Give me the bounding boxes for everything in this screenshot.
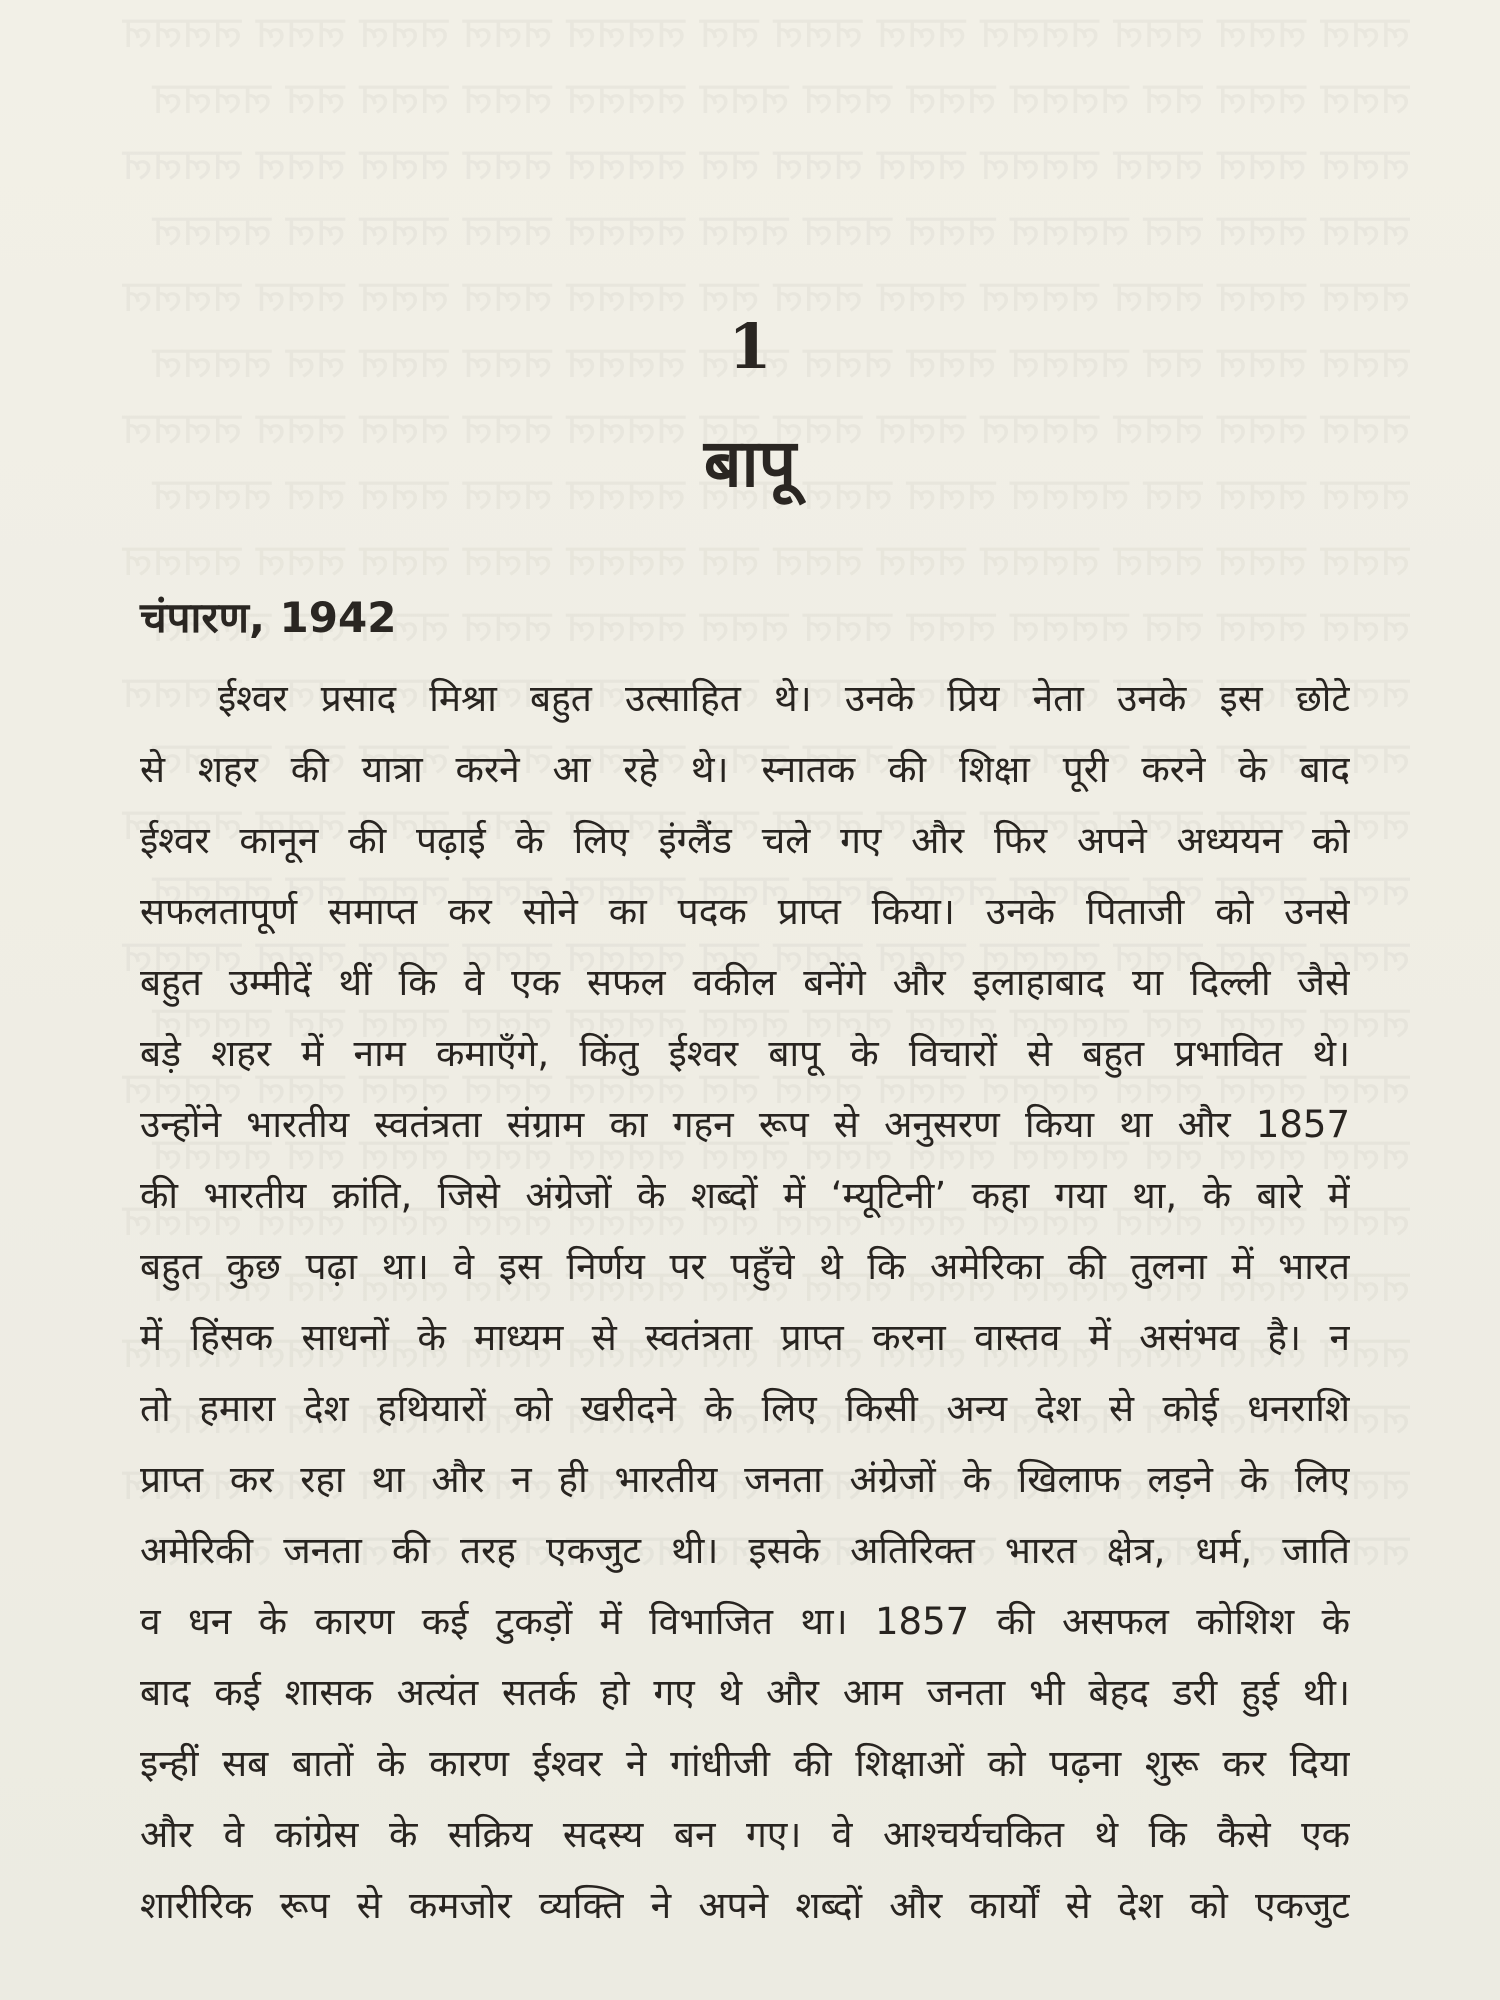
body-line: अमेरिकी जनता की तरह एकजुट थी। इसके अतिरिक्त भारत क्षेत्र, धर्म, जाति [140, 1529, 1350, 1572]
body-line: शारीरिक रूप से कमजोर व्यक्ति ने अपने शब्दों और कार्यों से देश को एकजुट [140, 1884, 1350, 1927]
chapter-title: बापू [703, 425, 797, 502]
body-line: सफलतापूर्ण समाप्त कर सोने का पदक प्राप्त किया। उनके पिताजी को उनसे [140, 890, 1350, 933]
body-line: व धन के कारण कई टुकड़ों में विभाजित था। 1857 की असफल कोशिश के [140, 1600, 1350, 1643]
body-line: और वे कांग्रेस के सक्रिय सदस्य बन गए। वे आश्चर्यचकित थे कि कैसे एक [140, 1813, 1350, 1856]
body-line: प्राप्त कर रहा था और न ही भारतीय जनता अंग्रेजों के खिलाफ लड़ने के लिए [140, 1458, 1350, 1501]
body-line: बहुत कुछ पढ़ा था। वे इस निर्णय पर पहुँचे थे कि अमेरिका की तुलना में भारत [140, 1245, 1350, 1288]
body-line: इन्हीं सब बातों के कारण ईश्वर ने गांधीजी की शिक्षाओं को पढ़ना शुरू कर दिया [140, 1742, 1350, 1785]
section-heading: चंपारण, 1942 [140, 593, 397, 642]
body-line: की भारतीय क्रांति, जिसे अंग्रेजों के शब्दों में ‘म्यूटिनी’ कहा गया था, के बारे में [140, 1174, 1350, 1217]
body-line: से शहर की यात्रा करने आ रहे थे। स्नातक की शिक्षा पूरी करने के बाद [140, 748, 1350, 791]
body-line: ईश्वर प्रसाद मिश्रा बहुत उत्साहित थे। उनके प्रिय नेता उनके इस छोटे [218, 677, 1350, 720]
chapter-number: 1 [728, 310, 772, 383]
body-line: तो हमारा देश हथियारों को खरीदने के लिए किसी अन्य देश से कोई धनराशि [140, 1387, 1350, 1430]
body-paragraph [140, 663, 1350, 1941]
body-line: उन्होंने भारतीय स्वतंत्रता संग्राम का गहन रूप से अनुसरण किया था और 1857 [140, 1103, 1350, 1146]
body-line: ईश्वर कानून की पढ़ाई के लिए इंग्लैंड चले गए और फिर अपने अध्ययन को [140, 819, 1350, 862]
body-line: में हिंसक साधनों के माध्यम से स्वतंत्रता प्राप्त करना वास्तव में असंभव है। न [140, 1316, 1350, 1359]
body-line: बाद कई शासक अत्यंत सतर्क हो गए थे और आम जनता भी बेहद डरी हुई थी। [140, 1671, 1350, 1714]
body-line: बहुत उम्मीदें थीं कि वे एक सफल वकील बनेंगे और इलाहाबाद या दिल्ली जैसे [140, 961, 1350, 1004]
body-line: बड़े शहर में नाम कमाएँगे, किंतु ईश्वर बापू के विचारों से बहुत प्रभावित थे। [140, 1032, 1350, 1075]
